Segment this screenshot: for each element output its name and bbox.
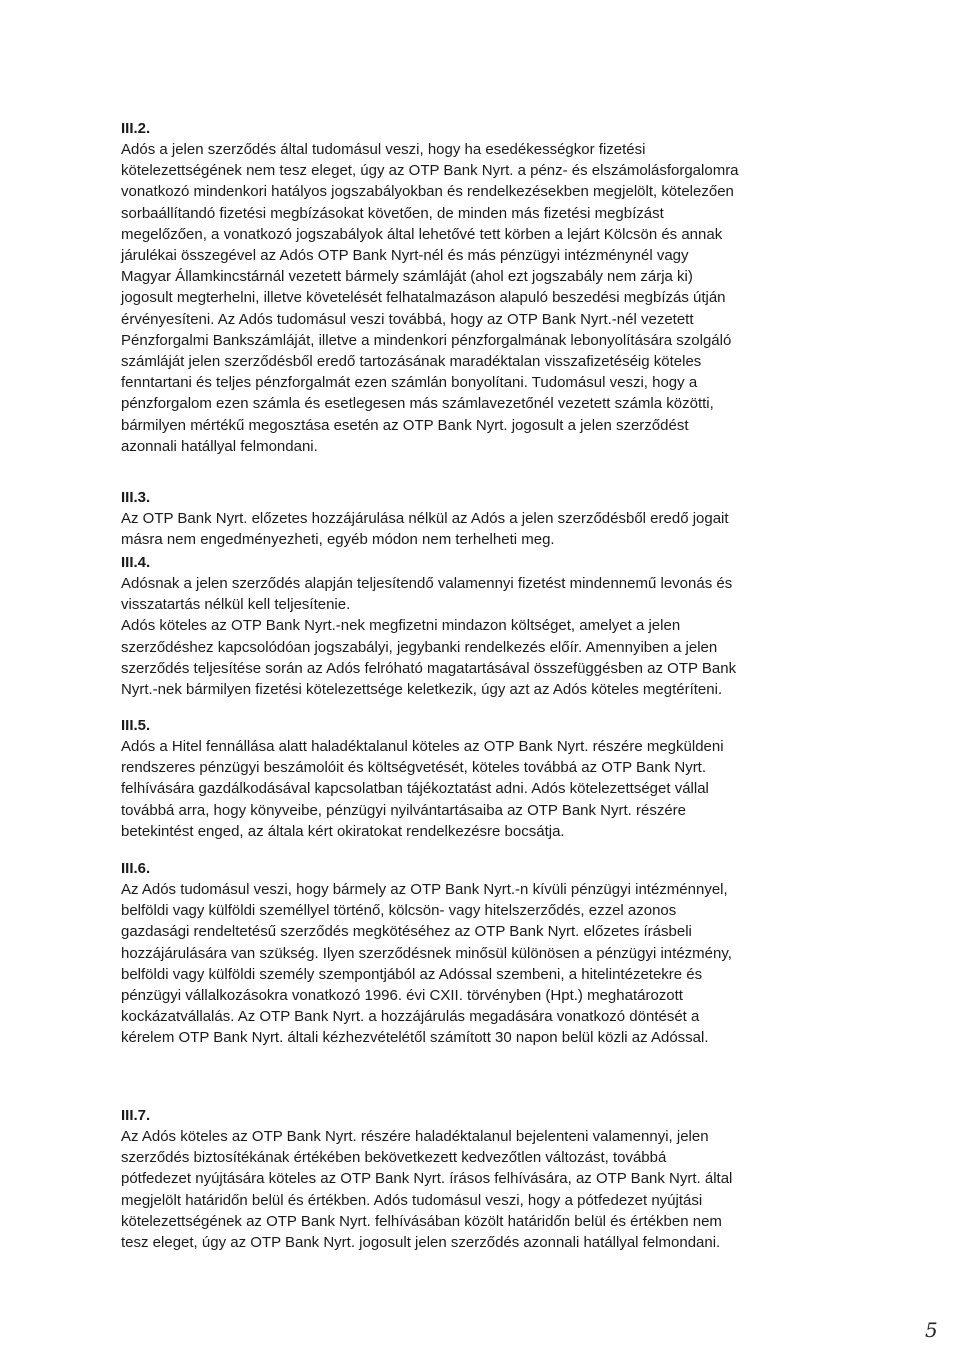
section-iii-2 (121, 118, 843, 457)
section-iii-7 (121, 1105, 843, 1253)
section-heading: III.2. (121, 120, 151, 137)
section-iii-4 (121, 552, 843, 700)
section-paragraph: Az Adós köteles az OTP Bank Nyrt. részére haladéktalanul bejelenteni valamennyi, jelen szerződés biztosítékának értékében bekövetkezett kedvezőtlen változást, továbbá pótfedezet nyújtására köteles az OTP Bank Nyrt. írásos felhívására, az OTP Bank Nyrt. által megjelölt határidőn belül és értékben. Adós tudomásul veszi, hogy a pótfedezet nyújtási kötelezettségének az OTP Bank Nyrt. felhívásában közölt határidőn belül és értékben nem tesz eleget, úgy az OTP Bank Nyrt. jogosult jelen szerződés azonnali hatállyal felmondani. (121, 1128, 733, 1252)
section-heading: III.3. (121, 489, 151, 506)
section-paragraph: Adós a Hitel fennállása alatt haladéktalanul köteles az OTP Bank Nyrt. részére megküldeni rendszeres pénzügyi beszámolóit és költségvetését, köteles továbbá az OTP Bank Nyrt. felhívására gazdálkodásával kapcsolatban tájékoztatást adni. Adós kötelezettséget vállal továbbá arra, hogy könyveibe, pénzügyi nyilvántartásaiba az OTP Bank Nyrt. részére betekintést enged, az általa kért okiratokat rendelkezésre bocsátja. (121, 738, 724, 840)
section-iii-5 (121, 715, 843, 842)
section-heading: III.7. (121, 1107, 151, 1124)
section-paragraph: Az OTP Bank Nyrt. előzetes hozzájárulása nélkül az Adós a jelen szerződésből eredő jogait másra nem engedményezheti, egyéb módon nem terhelheti meg. (121, 510, 729, 549)
section-heading: III.5. (121, 717, 151, 734)
section-paragraph: Az Adós tudomásul veszi, hogy bármely az OTP Bank Nyrt.-n kívüli pénzügyi intézménnyel, belföldi vagy külföldi személlyel történő, kölcsön- vagy hitelszerződés, ezzel azonos gazdasági rendeltetésű szerződés megkötéséhez az OTP Bank Nyrt. előzetes írásbeli hozzájárulására van szükség. Ilyen szerződésnek minősül különösen a pénzügyi intézmény, belföldi vagy külföldi személy szempontjából az Adóssal szembeni, a hitelintézetekre és pénzügyi vállalkozásokra vonatkozó 1996. évi CXII. törvényben (Hpt.) meghatározott kockázatvállalás. Az OTP Bank Nyrt. a hozzájárulás megadására vonatkozó döntését a kérelem OTP Bank Nyrt. általi kézhezvételétől számított 30 napon belül közli az Adóssal. (121, 881, 732, 1047)
section-iii-6 (121, 858, 843, 1049)
section-heading: III.6. (121, 860, 151, 877)
section-paragraph: Adós köteles az OTP Bank Nyrt.-nek megfizetni mindazon költséget, amelyet a jelen szerződéshez kapcsolódóan jogszabályi, jegybanki rendelkezés előír. Amennyiben a jelen szerződés teljesítése során az Adós felróható magatartásával összefüggésben az OTP Bank Nyrt.-nek bármilyen fizetési kötelezettsége keletkezik, úgy azt az Adós köteles megtéríteni. (121, 617, 737, 699)
section-paragraph: Adósnak a jelen szerződés alapján teljesítendő valamennyi fizetést mindennemű levonás és visszatartás nélkül kell teljesítenie. (121, 575, 733, 614)
page-number: 5 (925, 1318, 938, 1342)
section-iii-3 (121, 487, 843, 550)
section-paragraph: Adós a jelen szerződés által tudomásul veszi, hogy ha esedékességkor fizetési kötelezettségének nem tesz eleget, úgy az OTP Bank Nyrt. a pénz- és elszámolásforgalomra vonatkozó mindenkori hatályos jogszabályokban és rendelkezésekben megjelölt, kötelezően sorbaállítandó fizetési megbízásokat követően, de minden más fizetési megbízást megelőzően, a vonatkozó jogszabályok által lehetővé tett körben a lejárt Kölcsön és annak járulékai összegével az Adós OTP Bank Nyrt-nél és más pénzügyi intézménynél vagy Magyar Államkincstárnál vezetett bármely számláját (ahol ezt jogszabály nem zárja ki) jogosult megterhelni, illetve követelését felhatalmazáson alapuló beszedési megbízás útján érvényesíteni. Az Adós tudomásul veszi továbbá, hogy az OTP Bank Nyrt.-nél vezetett Pénzforgalmi Bankszámláját, illetve a mindenkori pénzforgalmának lebonyolítására szolgáló számláját jelen szerződésből eredő tartozásának maradéktalan visszafizetéséig köteles fenntartani és teljes pénzforgalmát ezen számlán bonyolítani. Tudomásul veszi, hogy a pénzforgalom ezen számla és esetlegesen más számlavezetőnél vezetett számla közötti, bármilyen mértékű megosztása esetén az OTP Bank Nyrt. jogosult a jelen szerződést azonnali hatállyal felmondani. (121, 141, 739, 455)
section-heading: III.4. (121, 554, 151, 571)
